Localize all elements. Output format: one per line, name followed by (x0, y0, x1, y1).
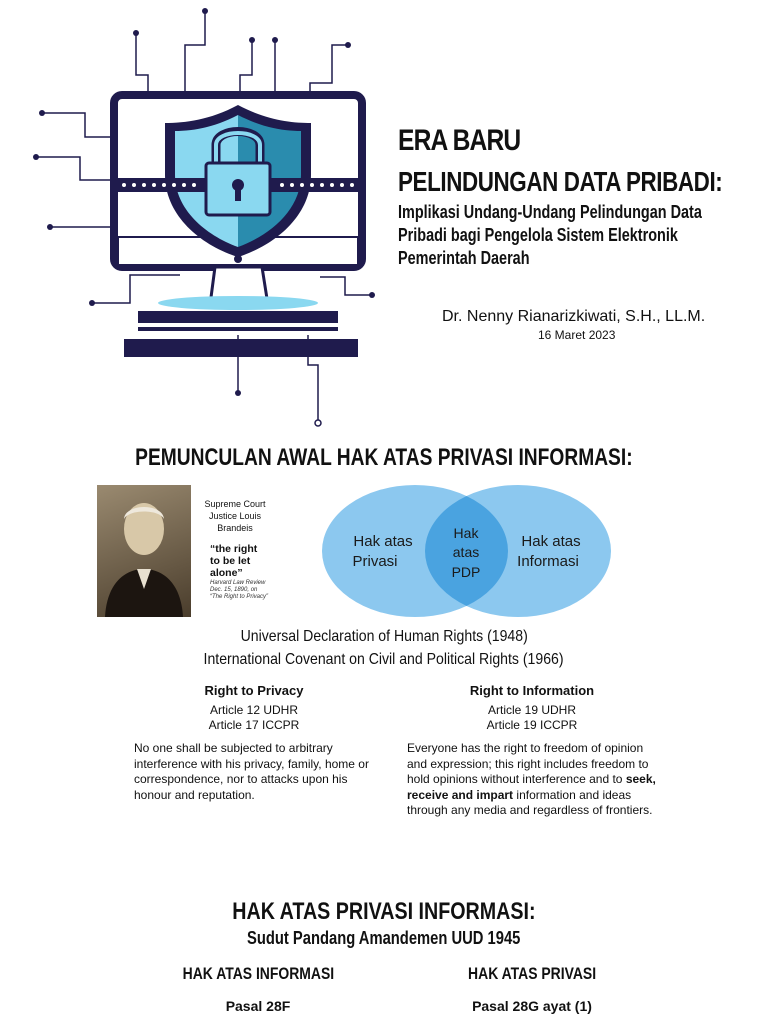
pasal-28f: Pasal 28F (225, 998, 291, 1014)
computer-shield-lock-icon (30, 5, 390, 430)
venn-right-line1: Hak atas (521, 533, 581, 550)
hak-privasi-heading: HAK ATAS PRIVASI (467, 964, 597, 983)
section2-heading: HAK ATAS PRIVASI INFORMASI: (232, 898, 536, 925)
venn-center-line1: Hak (453, 525, 479, 541)
title-line1: ERA BARU (398, 124, 521, 157)
section2-subheading: Sudut Pandang Amandemen UUD 1945 (247, 928, 521, 948)
brandeis-quote: “the right to be let alone” (210, 543, 258, 579)
portrait-caption: Supreme Court Justice Louis Brandeis (204, 499, 266, 533)
title-line2: PELINDUNGAN DATA PRIBADI: (398, 166, 723, 197)
pasal-28g: Pasal 28G ayat (1) (472, 998, 592, 1014)
venn-left-line1: Hak atas (353, 533, 413, 550)
author: Dr. Nenny Rianarizkiwati, S.H., LL.M. (442, 308, 706, 325)
information-body: Everyone has the right to freedom of opinion and expression; this right includes freedom to hold opinions without interference and to seek, receive and impart information and ideas through any media and regardless of frontiers. (407, 741, 656, 817)
information-heading: Right to Information (469, 683, 595, 698)
venn-center-line2: atas (452, 544, 480, 560)
information-articles: Article 19 UDHR Article 19 ICCPR (486, 703, 578, 732)
quote-citation: Harvard Law Review Dec. 15, 1890, on “The Right to Privacy” (210, 580, 269, 600)
portrait-image (97, 485, 191, 617)
subtitle: Implikasi Undang-Undang Pelindungan Data Pribadi bagi Pengelola Sistem Elektronik Pemerintah Daerah (398, 201, 702, 268)
privacy-heading: Right to Privacy (204, 683, 304, 698)
section1-heading: PEMUNCULAN AWAL HAK ATAS PRIVASI INFORMASI: (135, 444, 633, 471)
privacy-articles: Article 12 UDHR Article 17 ICCPR (208, 703, 300, 732)
declarations: Universal Declaration of Human Rights (1948) International Covenant on Civil and Political Rights (1966) (203, 628, 565, 668)
venn-left-line2: Privasi (352, 553, 398, 570)
venn-center-line3: PDP (451, 564, 481, 580)
date: 16 Maret 2023 (538, 328, 616, 342)
venn-diagram (320, 482, 615, 620)
venn-right-line2: Informasi (517, 553, 579, 570)
hak-informasi-heading: HAK ATAS INFORMASI (182, 964, 334, 983)
privacy-body: No one shall be subjected to arbitrary interference with his privacy, family, home or correspondence, nor to attacks upon his honour and reputation. (134, 741, 369, 802)
